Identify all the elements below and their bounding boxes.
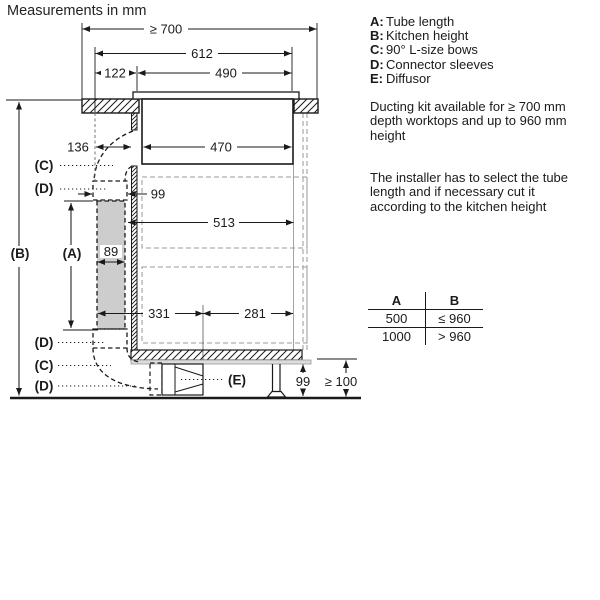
dim-text-470: 470 [210,139,232,155]
note-line: height [370,127,406,143]
tube-length-table [368,292,483,345]
label-d-lower: (D) [34,378,54,394]
note-line: depth worktops and up to 960 mm [370,113,567,129]
table-cell-a1: 500 [368,310,426,328]
table-header-a: A [368,292,426,310]
table-cell-b2: > 960 [438,329,471,344]
legend-item-a [370,15,494,29]
upper-bow-inner-curve [125,166,132,181]
table-row [368,310,483,328]
connector-sleeve-upper [93,181,127,200]
table-cell-a2: 1000 [368,328,426,346]
dim-text-281: 281 [244,306,266,321]
legend-item-b [370,29,494,43]
note-line: The installer has to select the tube [370,170,569,185]
tube [97,201,125,329]
duct-upper-segment [132,113,138,130]
dim-text-136: 136 [67,139,89,155]
parts-legend [370,15,494,86]
label-b: (B) [10,246,30,261]
legend-item-d [370,58,494,72]
legend-text-c: 90° L-size bows [386,42,478,58]
legend-key-e: E: [370,70,383,86]
dim-text-612: 612 [191,46,213,61]
note-line: length and if necessary cut it [370,184,535,200]
dim-text-100: ≥ 100 [324,374,358,389]
diffusor-and-leg [162,364,286,397]
table-header-row [368,292,483,310]
label-c-lower: (C) [34,358,54,373]
legend-key-c: C: [370,42,384,58]
cabinet-lower-compartment [142,267,307,343]
legend-text-b: Kitchen height [386,28,469,44]
table-cell-b1: ≤ 960 [426,310,484,328]
label-e: (E) [228,372,246,388]
dim-text-122: 122 [104,65,126,81]
dim-text-331: 331 [148,306,170,321]
leg-base [268,392,286,398]
worktop-right-section [294,99,318,113]
cabinet-upper-compartment [142,177,307,248]
legend-text-a: Tube length [386,14,455,29]
note-line: according to the kitchen height [370,198,547,214]
dim-text-99-bottom: 99 [295,374,311,389]
legend-item-e [370,72,494,86]
cabinet-bottom-shelf [131,350,302,360]
dim-text-490: 490 [215,65,237,81]
dim-text-89: 89 [103,244,119,259]
legend-key-d: D: [370,56,384,72]
table-row [368,328,483,346]
upper-bow-outer-curve [94,131,133,181]
dim-text-masks [63,22,271,321]
legend-text-d: Connector sleeves [386,56,494,72]
connector-sleeve-lower [93,329,127,348]
legend-key-b: B: [370,28,384,44]
ducting-kit-note [370,100,600,143]
diffusor-inlet-box [150,363,162,395]
worktop-left-section [82,99,139,113]
label-d-upper: (D) [34,181,54,196]
legend-key-a: A: [370,14,384,29]
legend-item-c [370,43,494,57]
installer-note [370,171,600,214]
dimension-lines [19,29,346,397]
dim-text-99-top: 99 [150,186,166,202]
legend-text-e: Diffusor [386,70,431,86]
label-a: (A) [62,246,82,261]
dim-text-513: 513 [213,215,235,230]
label-c-upper: (C) [34,158,54,173]
note-line: Ducting kit available for ≥ 700 mm [370,99,566,114]
page-title: Measurements in mm [7,3,147,19]
dim-text-700: ≥ 700 [149,21,183,37]
hob-top-plate [133,92,299,99]
table-header-b: B [426,292,484,310]
label-d-middle: (D) [34,335,54,350]
